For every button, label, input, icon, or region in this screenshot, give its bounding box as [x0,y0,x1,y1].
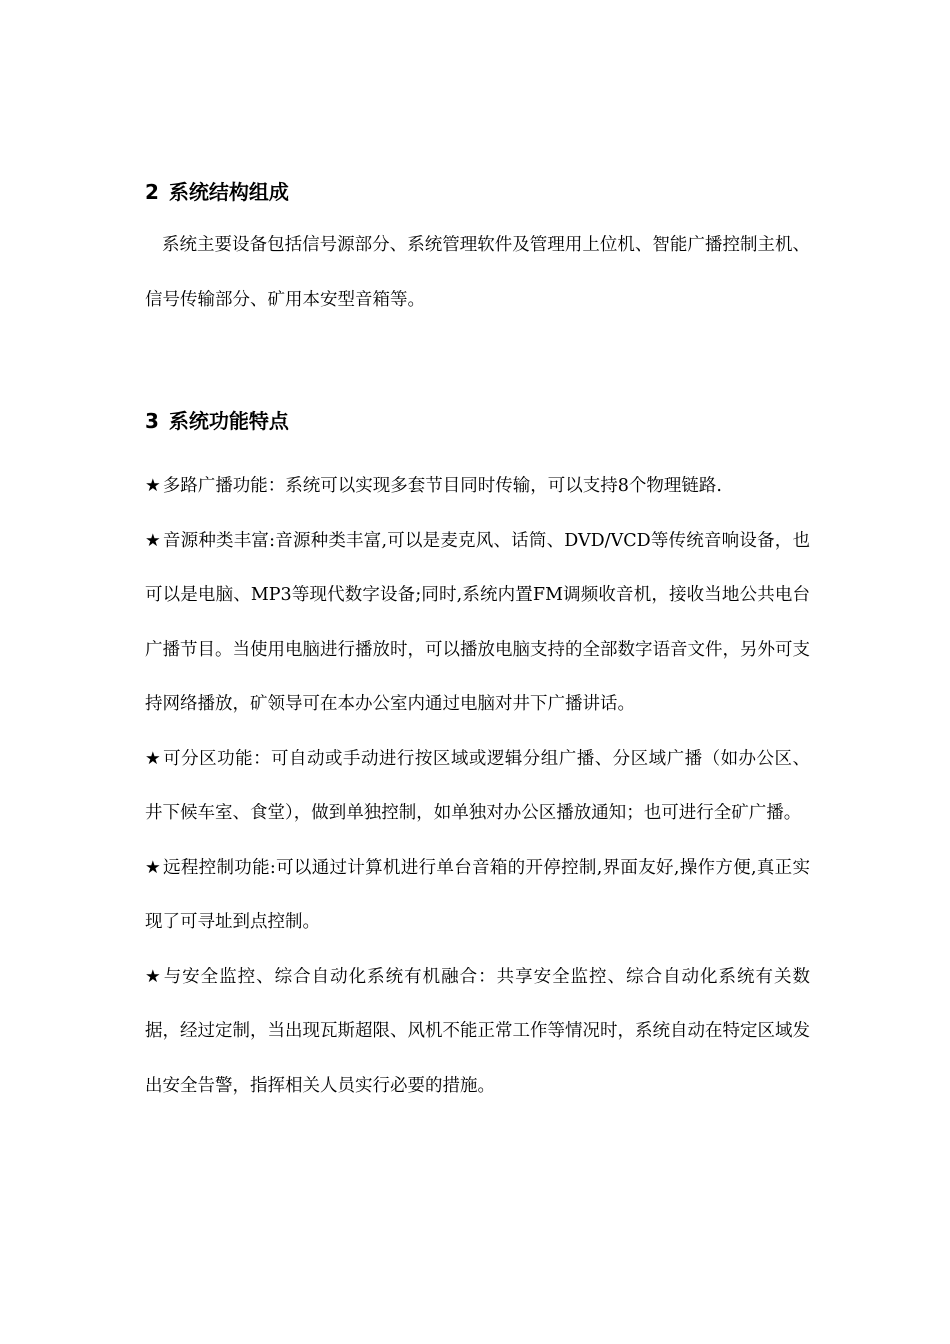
star-icon: ★ [145,966,162,987]
section-3-heading [145,405,810,437]
section-2-title: 系统结构组成 [168,180,289,204]
star-icon: ★ [145,857,162,878]
document-content [145,176,810,1113]
star-icon: ★ [145,530,161,551]
feature-text: 音源种类丰富:音源种类丰富,可以是麦克风、话筒、DVD/VCD等传统音响设备，也可以是电脑、MP3等现代数字设备;同时,系统内置FM调频收音机，接收当地公共电台广播节目。当使用电脑进行播放时，可以播放电脑支持的全部数字语音文件，另外可支持网络播放，矿领导可在本办公室内通过电脑对井下广播讲话。 [145,530,810,714]
feature-item-remote-control [145,841,810,950]
feature-list [145,459,810,1113]
section-3-number: 3 [145,409,159,433]
feature-text: 远程控制功能:可以通过计算机进行单台音箱的开停控制,界面友好,操作方便,真正实现了可寻址到点控制。 [145,857,810,932]
star-icon: ★ [145,476,161,496]
feature-text: 与安全监控、综合自动化系统有机融合：共享安全监控、综合自动化系统有关数据，经过定制，当出现瓦斯超限、风机不能正常工作等情况时，系统自动在特定区域发出安全告警，指挥相关人员实行必要的措施。 [145,966,810,1096]
feature-text: 可分区功能：可自动或手动进行按区域或逻辑分组广播、分区域广播（如办公区、井下候车室、食堂），做到单独控制，如单独对办公区播放通知；也可进行全矿广播。 [145,748,810,823]
section-3-title: 系统功能特点 [168,409,289,433]
section-2-body: 系统主要设备包括信号源部分、系统管理软件及管理用上位机、智能广播控制主机、信号传输部分、矿用本安型音箱等。 [145,235,810,310]
section-2-number: 2 [145,180,159,204]
feature-item-zoning [145,732,810,841]
feature-text: 多路广播功能：系统可以实现多套节目同时传输，可以支持8个物理链路. [162,476,722,496]
feature-item-audio-sources [145,514,810,732]
section-2-heading [145,176,810,208]
feature-item-safety-integration [145,950,810,1114]
star-icon: ★ [145,748,162,769]
feature-item-multichannel [145,459,810,514]
